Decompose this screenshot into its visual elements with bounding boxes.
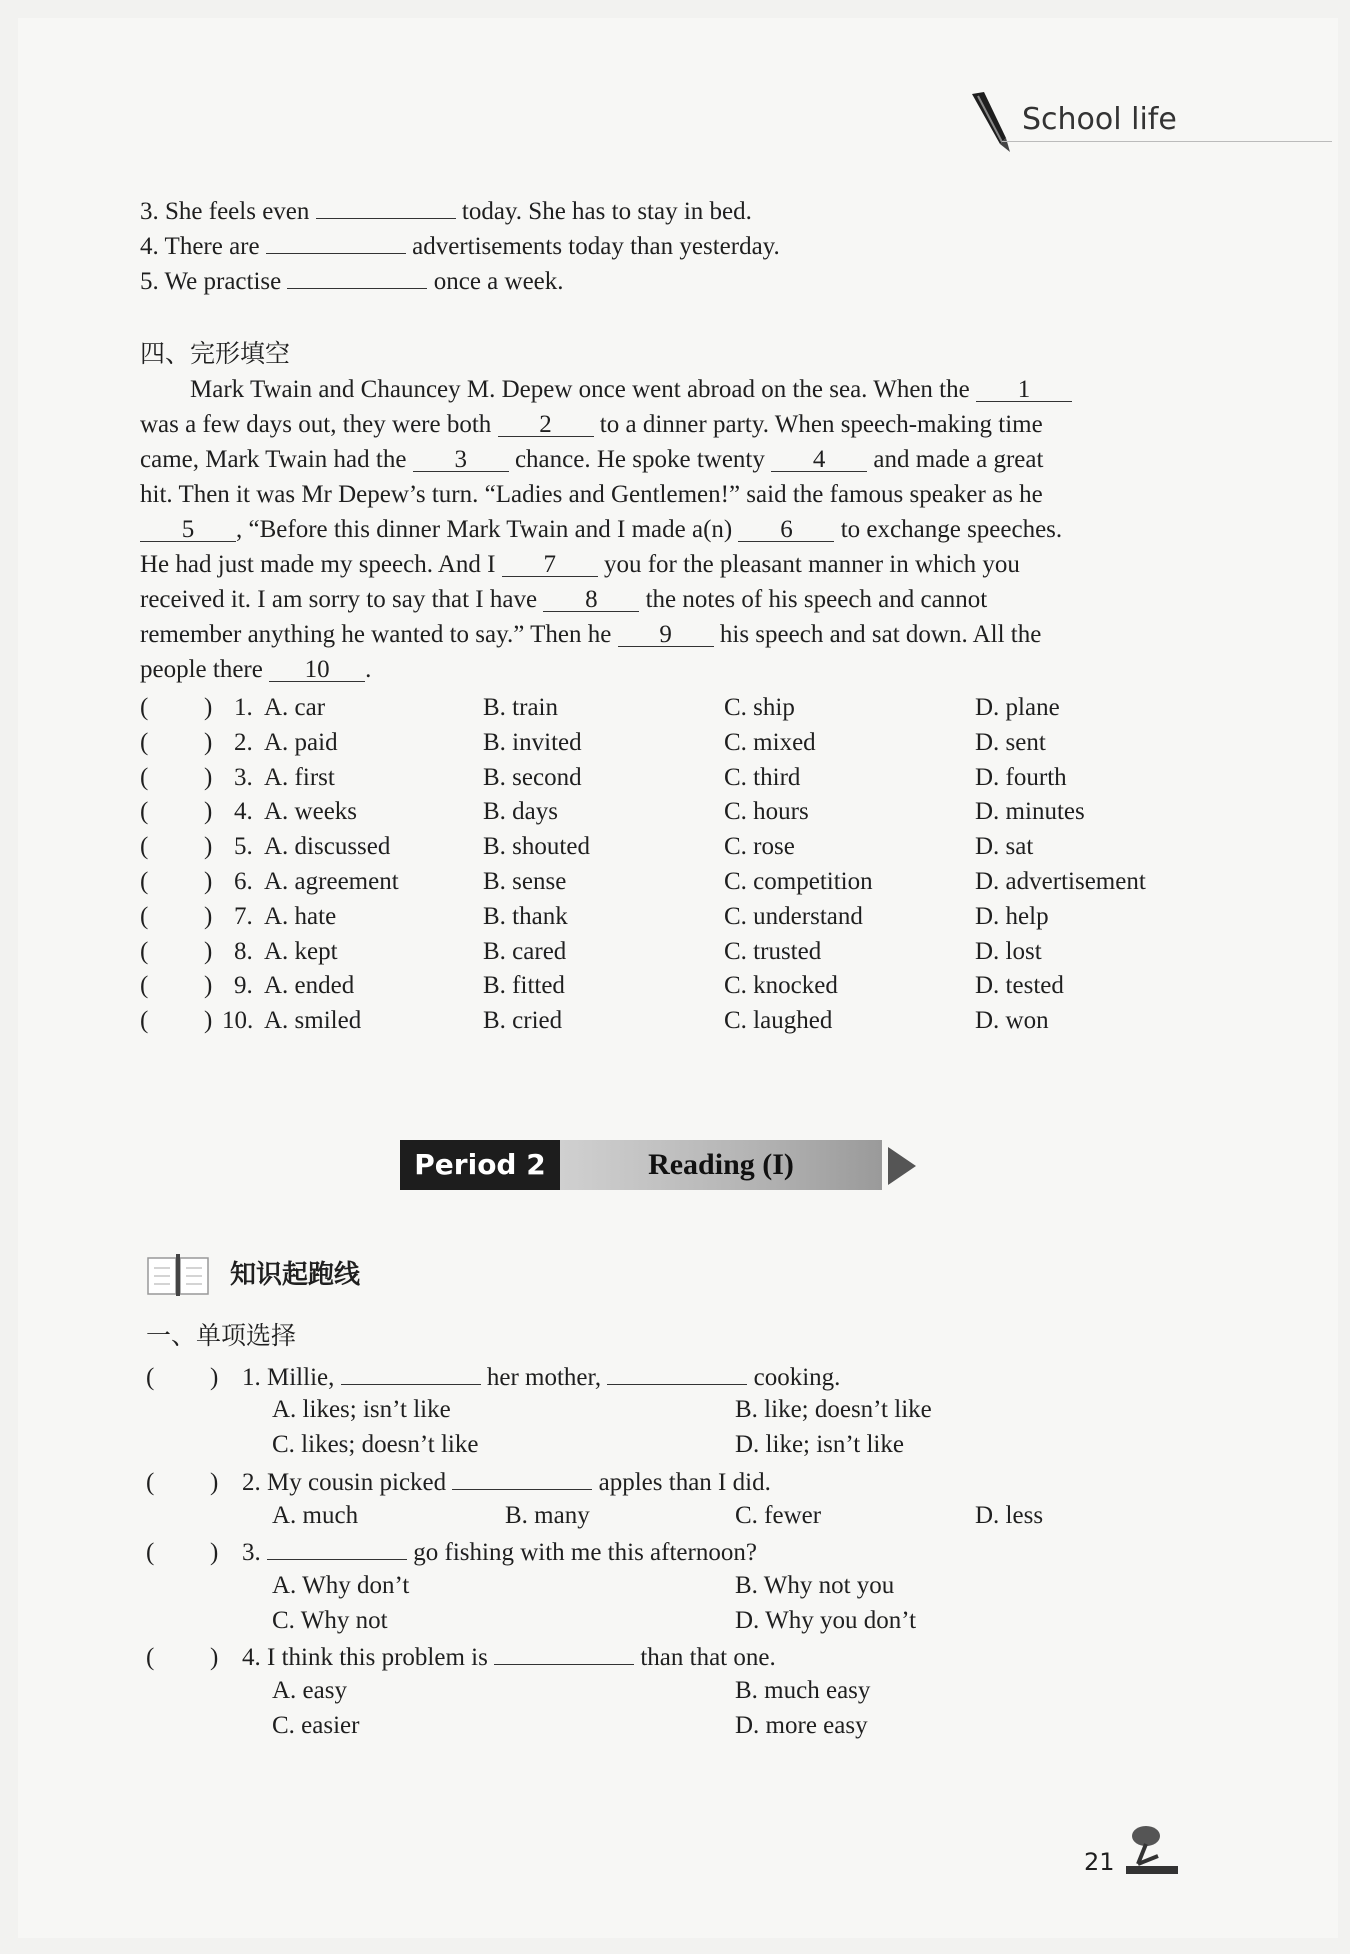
answer-paren[interactable]: ( bbox=[146, 1469, 155, 1496]
answer-paren-close: ) bbox=[210, 1469, 219, 1496]
cloze-text: his speech and sat down. All the bbox=[713, 621, 1042, 648]
cloze-blank-number[interactable]: 9 bbox=[618, 624, 714, 647]
option-b: B. Why not you bbox=[735, 1572, 895, 1599]
option-number: 9. bbox=[234, 972, 253, 999]
option-d: D. tested bbox=[975, 972, 1064, 999]
option-c: C. knocked bbox=[724, 972, 838, 999]
cloze-text: chance. He spoke twenty bbox=[508, 446, 772, 473]
answer-paren[interactable]: ( bbox=[140, 798, 149, 825]
option-d: D. sat bbox=[975, 833, 1034, 860]
option-a: A. car bbox=[264, 694, 326, 721]
cloze-line bbox=[140, 621, 1041, 649]
cloze-text: to a dinner party. When speech-making time bbox=[593, 411, 1043, 438]
option-d: D. sent bbox=[975, 729, 1046, 756]
option-a: A. first bbox=[264, 764, 335, 791]
option-b: B. second bbox=[483, 764, 582, 791]
option-d: D. plane bbox=[975, 694, 1060, 721]
answer-paren[interactable]: ( bbox=[140, 764, 149, 791]
option-c: C. mixed bbox=[724, 729, 816, 756]
option-b: B. thank bbox=[483, 903, 568, 930]
option-b: B. fitted bbox=[483, 972, 565, 999]
cloze-text: . bbox=[365, 656, 372, 683]
option-number: 1. bbox=[234, 694, 253, 721]
desk-lamp-icon bbox=[1122, 1822, 1182, 1878]
question-text: apples than I did. bbox=[598, 1469, 771, 1496]
answer-paren-close: ) bbox=[210, 1644, 219, 1671]
cloze-text: He had just made my speech. And I bbox=[140, 551, 502, 578]
pen-icon bbox=[966, 90, 1014, 156]
option-c: C. laughed bbox=[724, 1007, 833, 1034]
answer-paren[interactable]: ( bbox=[140, 729, 149, 756]
answer-paren-close: ) bbox=[204, 1007, 213, 1034]
answer-paren[interactable]: ( bbox=[140, 833, 149, 860]
option-number: 8. bbox=[234, 938, 253, 965]
cloze-blank-number[interactable]: 8 bbox=[543, 589, 639, 612]
option-a: A. Why don’t bbox=[272, 1572, 410, 1599]
cloze-blank-number[interactable]: 5 bbox=[140, 519, 236, 542]
cloze-line bbox=[140, 516, 1062, 544]
answer-blank[interactable] bbox=[267, 1537, 407, 1560]
cloze-blank-number[interactable]: 6 bbox=[738, 519, 834, 542]
option-c: C. competition bbox=[724, 868, 873, 895]
option-b: B. train bbox=[483, 694, 558, 721]
option-c: C. third bbox=[724, 764, 801, 791]
single-choice-heading: 一、单项选择 bbox=[146, 1321, 297, 1350]
question-text: than that one. bbox=[640, 1644, 776, 1671]
option-a: A. much bbox=[272, 1502, 359, 1529]
option-d: D. help bbox=[975, 903, 1049, 930]
cloze-text: remember anything he wanted to say.” Then he bbox=[140, 621, 618, 648]
answer-paren[interactable]: ( bbox=[140, 868, 149, 895]
answer-paren[interactable]: ( bbox=[140, 1007, 149, 1034]
option-c: C. rose bbox=[724, 833, 795, 860]
question-text: cooking. bbox=[753, 1364, 841, 1391]
option-a: A. easy bbox=[272, 1677, 347, 1704]
cloze-line bbox=[140, 656, 371, 684]
option-d: D. Why you don’t bbox=[735, 1607, 917, 1634]
option-c: C. Why not bbox=[272, 1607, 388, 1634]
option-c: C. understand bbox=[724, 903, 863, 930]
cloze-line bbox=[140, 446, 1043, 474]
cloze-text: was a few days out, they were both bbox=[140, 411, 498, 438]
question-text: 1. Millie, bbox=[242, 1364, 335, 1391]
answer-paren-close: ) bbox=[204, 833, 213, 860]
option-b: B. invited bbox=[483, 729, 582, 756]
option-b: B. shouted bbox=[483, 833, 590, 860]
question-1 bbox=[242, 1362, 840, 1392]
fill-item-text: advertisements today than yesterday. bbox=[412, 233, 780, 260]
knowledge-heading: 知识起跑线 bbox=[230, 1260, 361, 1290]
cloze-blank-number[interactable]: 2 bbox=[498, 414, 594, 437]
cloze-line bbox=[140, 551, 1020, 579]
option-b: B. cared bbox=[483, 938, 567, 965]
cloze-text: people there bbox=[140, 656, 270, 683]
option-number: 3. bbox=[234, 764, 253, 791]
fill-item-text: today. She has to stay in bed. bbox=[461, 198, 752, 225]
header-rule bbox=[1002, 141, 1332, 142]
cloze-text: , “Before this dinner Mark Twain and I made a(n) bbox=[236, 516, 739, 543]
arrow-right-icon bbox=[888, 1147, 916, 1185]
cloze-text: came, Mark Twain had the bbox=[140, 446, 413, 473]
option-d: D. advertisement bbox=[975, 868, 1146, 895]
cloze-text: hit. Then it was Mr Depew’s turn. “Ladies and Gentlemen!” said the famous speaker as he bbox=[140, 481, 1043, 508]
option-c: C. ship bbox=[724, 694, 795, 721]
fill-item-3 bbox=[140, 196, 752, 226]
cloze-heading: 四、完形填空 bbox=[140, 339, 291, 368]
answer-paren-close: ) bbox=[204, 972, 213, 999]
answer-paren-close: ) bbox=[204, 798, 213, 825]
option-d: D. less bbox=[975, 1502, 1044, 1529]
period-title: Reading (I) bbox=[560, 1140, 882, 1190]
option-number: 7. bbox=[234, 903, 253, 930]
cloze-blank-number[interactable]: 4 bbox=[771, 449, 867, 472]
option-b: B. sense bbox=[483, 868, 567, 895]
option-b: B. days bbox=[483, 798, 558, 825]
option-a: A. weeks bbox=[264, 798, 358, 825]
answer-blank[interactable] bbox=[494, 1642, 634, 1665]
cloze-line bbox=[140, 481, 1043, 509]
option-a: A. ended bbox=[264, 972, 355, 999]
answer-blank[interactable] bbox=[316, 196, 456, 219]
cloze-line bbox=[140, 411, 1043, 439]
option-d: D. lost bbox=[975, 938, 1042, 965]
option-c: C. hours bbox=[724, 798, 809, 825]
option-d: D. minutes bbox=[975, 798, 1085, 825]
option-b: B. much easy bbox=[735, 1677, 871, 1704]
answer-blank[interactable] bbox=[452, 1467, 592, 1490]
answer-paren-close: ) bbox=[210, 1364, 219, 1391]
answer-blank[interactable] bbox=[287, 266, 427, 289]
page-number: 21 bbox=[1084, 1848, 1115, 1876]
option-d: D. like; isn’t like bbox=[735, 1431, 904, 1458]
cloze-text: Mark Twain and Chauncey M. Depew once went abroad on the sea. When the bbox=[190, 376, 976, 403]
question-text: 4. I think this problem is bbox=[242, 1644, 488, 1671]
cloze-text: the notes of his speech and cannot bbox=[639, 586, 988, 613]
answer-paren-close: ) bbox=[204, 903, 213, 930]
option-a: A. hate bbox=[264, 903, 337, 930]
fill-item-4 bbox=[140, 231, 780, 261]
option-d: D. fourth bbox=[975, 764, 1067, 791]
answer-paren[interactable]: ( bbox=[140, 938, 149, 965]
answer-paren[interactable]: ( bbox=[140, 694, 149, 721]
header-title: School life bbox=[1022, 102, 1177, 137]
answer-paren-close: ) bbox=[210, 1539, 219, 1566]
option-c: C. fewer bbox=[735, 1502, 822, 1529]
question-text: 2. My cousin picked bbox=[242, 1469, 447, 1496]
question-text: go fishing with me this afternoon? bbox=[413, 1539, 757, 1566]
option-number: 4. bbox=[234, 798, 253, 825]
cloze-blank-number[interactable]: 10 bbox=[269, 659, 365, 682]
option-number: 10. bbox=[222, 1007, 254, 1034]
cloze-line bbox=[140, 586, 987, 614]
option-a: A. smiled bbox=[264, 1007, 362, 1034]
option-number: 5. bbox=[234, 833, 253, 860]
option-number: 2. bbox=[234, 729, 253, 756]
option-b: B. cried bbox=[483, 1007, 563, 1034]
option-d: D. more easy bbox=[735, 1712, 868, 1739]
answer-paren[interactable]: ( bbox=[146, 1364, 155, 1391]
option-a: A. paid bbox=[264, 729, 338, 756]
question-2 bbox=[242, 1467, 771, 1497]
option-c: C. easier bbox=[272, 1712, 360, 1739]
cloze-blank-number[interactable]: 3 bbox=[413, 449, 509, 472]
fill-item-text: 5. We practise bbox=[140, 268, 282, 295]
option-c: C. likes; doesn’t like bbox=[272, 1431, 479, 1458]
fill-item-5 bbox=[140, 266, 564, 296]
option-a: A. likes; isn’t like bbox=[272, 1396, 451, 1423]
period-label: Period 2 bbox=[400, 1140, 560, 1190]
cloze-text: received it. I am sorry to say that I have bbox=[140, 586, 544, 613]
answer-blank[interactable] bbox=[266, 231, 406, 254]
cloze-blank-number[interactable]: 1 bbox=[976, 379, 1072, 402]
answer-paren-close: ) bbox=[204, 938, 213, 965]
cloze-text: to exchange speeches. bbox=[834, 516, 1063, 543]
answer-paren[interactable]: ( bbox=[146, 1539, 155, 1566]
question-4 bbox=[242, 1642, 776, 1672]
fill-item-text: 3. She feels even bbox=[140, 198, 310, 225]
option-c: C. trusted bbox=[724, 938, 822, 965]
option-number: 6. bbox=[234, 868, 253, 895]
option-b: B. many bbox=[505, 1502, 590, 1529]
cloze-blank-number[interactable]: 7 bbox=[502, 554, 598, 577]
answer-paren-close: ) bbox=[204, 868, 213, 895]
answer-paren[interactable]: ( bbox=[140, 903, 149, 930]
answer-paren-close: ) bbox=[204, 764, 213, 791]
question-3 bbox=[242, 1537, 757, 1567]
cloze-text: you for the pleasant manner in which you bbox=[597, 551, 1020, 578]
option-a: A. kept bbox=[264, 938, 338, 965]
cloze-text: and made a great bbox=[867, 446, 1044, 473]
fill-item-text: 4. There are bbox=[140, 233, 260, 260]
option-a: A. discussed bbox=[264, 833, 391, 860]
cloze-line bbox=[190, 376, 1072, 404]
question-text: 3. bbox=[242, 1539, 261, 1566]
question-text: her mother, bbox=[486, 1364, 602, 1391]
fill-item-text: once a week. bbox=[433, 268, 564, 295]
answer-paren[interactable]: ( bbox=[140, 972, 149, 999]
book-icon bbox=[146, 1250, 210, 1298]
option-b: B. like; doesn’t like bbox=[735, 1396, 932, 1423]
answer-paren[interactable]: ( bbox=[146, 1644, 155, 1671]
answer-paren-close: ) bbox=[204, 729, 213, 756]
answer-paren-close: ) bbox=[204, 694, 213, 721]
option-d: D. won bbox=[975, 1007, 1049, 1034]
option-a: A. agreement bbox=[264, 868, 399, 895]
answer-blank[interactable] bbox=[607, 1362, 747, 1385]
answer-blank[interactable] bbox=[341, 1362, 481, 1385]
